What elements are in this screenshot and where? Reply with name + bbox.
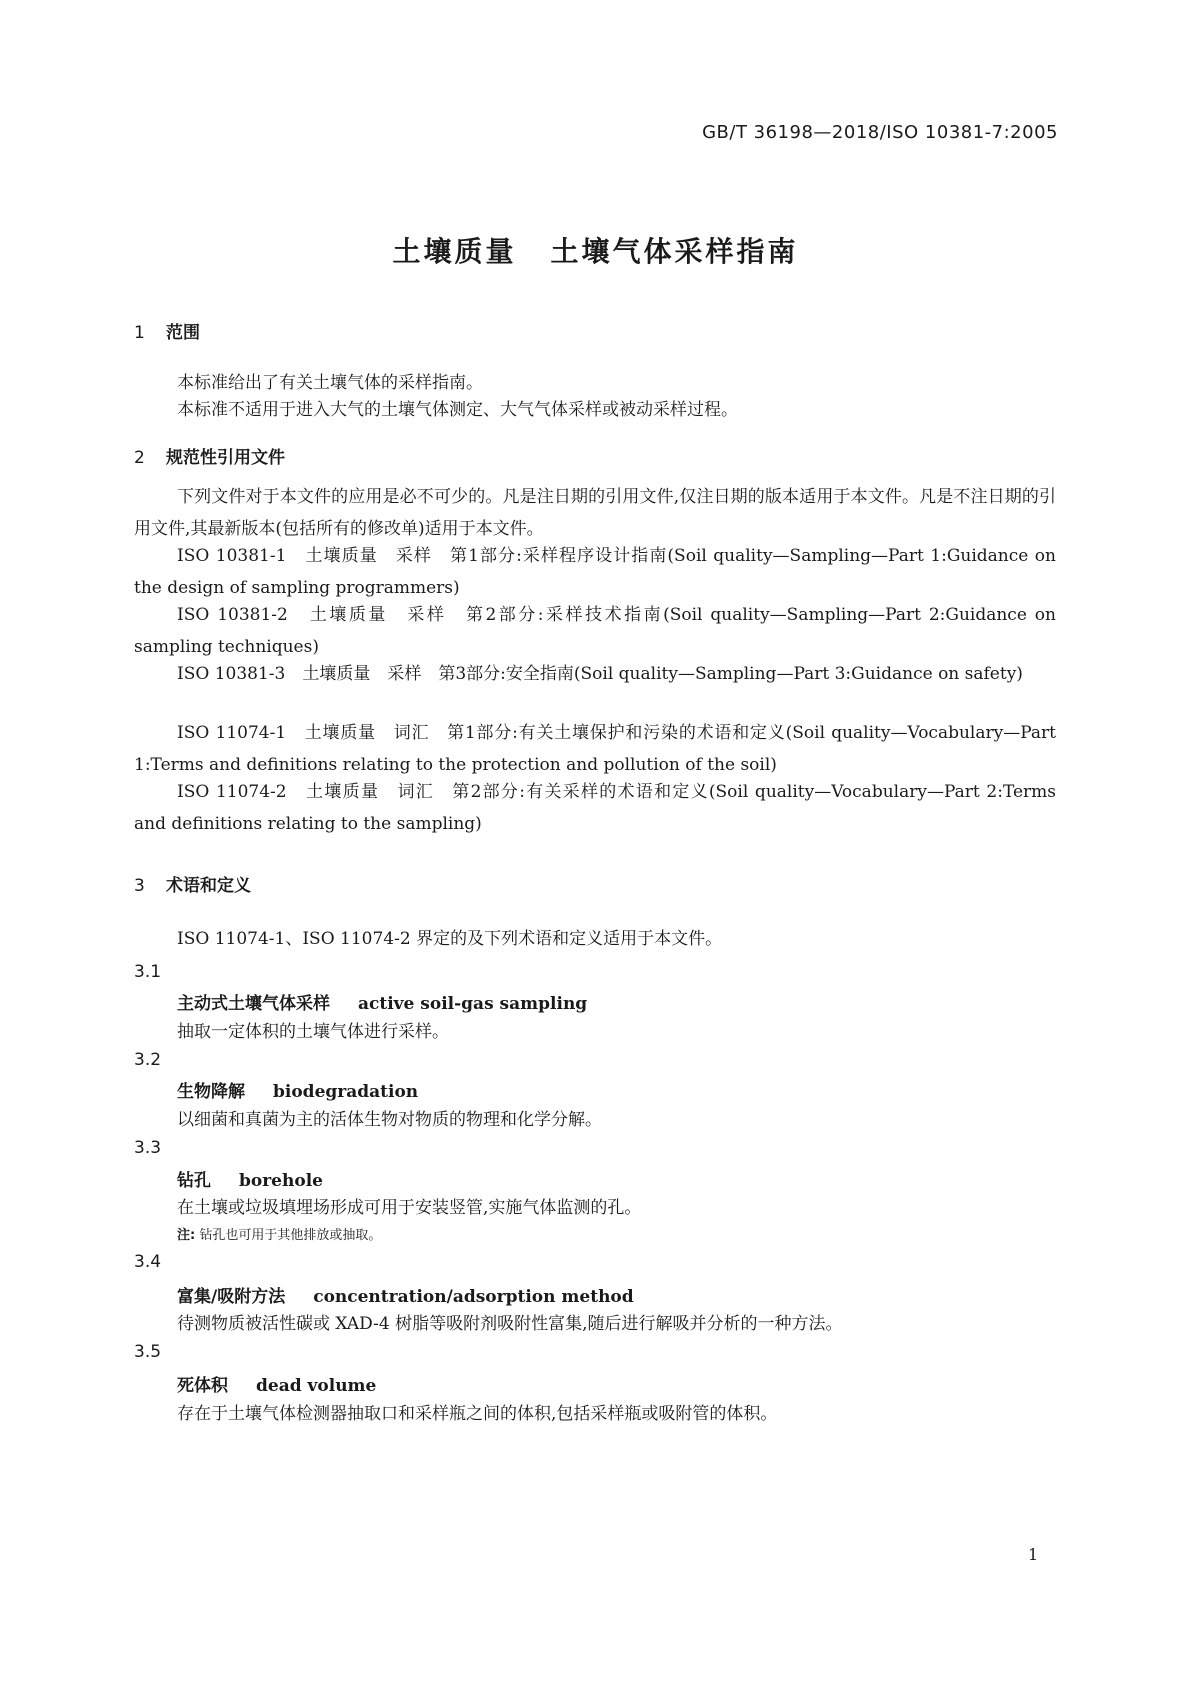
title-part-2: 土壤气体采样指南	[550, 235, 799, 268]
reference-item: ISO 11074-1 土壤质量 词汇 第1部分:有关土壤保护和污染的术语和定义(Soil quality—Vocabulary—Part 1:Terms and definitions relating to the protection and pollution of the soil)	[134, 723, 1056, 775]
section-heading-scope: 1 范围	[134, 323, 200, 343]
terms-intro: ISO 11074-1、ISO 11074-2 界定的及下列术语和定义适用于本文件。	[177, 929, 723, 949]
term-definition: 待测物质被活性碳或 XAD-4 树脂等吸附剂吸附性富集,随后进行解吸并分析的一种方法。	[177, 1314, 843, 1334]
scope-paragraph-2: 本标准不适用于进入大气的土壤气体测定、大气气体采样或被动采样过程。	[177, 400, 738, 420]
term-definition: 在土壤或垃圾填埋场形成可用于安装竖管,实施气体监测的孔。	[177, 1198, 642, 1218]
term-entry: 钻孔 borehole	[177, 1171, 323, 1191]
scope-paragraph-1: 本标准给出了有关土壤气体的采样指南。	[177, 373, 483, 393]
term-number: 3.1	[134, 962, 162, 982]
section-heading-terms-definitions: 3 术语和定义	[134, 876, 251, 896]
term-number: 3.4	[134, 1252, 162, 1272]
term-entry: 死体积 dead volume	[177, 1376, 377, 1396]
term-definition: 存在于土壤气体检测器抽取口和采样瓶之间的体积,包括采样瓶或吸附管的体积。	[177, 1404, 778, 1424]
reference-item: ISO 10381-3 土壤质量 采样 第3部分:安全指南(Soil quality—Sampling—Part 3:Guidance on safety)	[177, 664, 1023, 684]
term-number: 3.3	[134, 1138, 162, 1158]
term-entry: 富集/吸附方法 concentration/adsorption method	[177, 1287, 634, 1307]
term-entry: 生物降解 biodegradation	[177, 1082, 419, 1102]
term-number: 3.5	[134, 1342, 162, 1362]
standard-code: GB/T 36198—2018/ISO 10381-7:2005	[702, 122, 1058, 143]
reference-item: ISO 11074-2 土壤质量 词汇 第2部分:有关采样的术语和定义(Soil quality—Vocabulary—Part 2:Terms and definitions relating to the sampling)	[134, 782, 1056, 834]
title-part-1: 土壤质量	[392, 235, 517, 268]
document-title	[0, 230, 1191, 270]
term-note: 注: 钻孔也可用于其他排放或抽取。	[177, 1228, 382, 1243]
section-heading-normative-references: 2 规范性引用文件	[134, 448, 285, 468]
reference-item: ISO 10381-1 土壤质量 采样 第1部分:采样程序设计指南(Soil quality—Sampling—Part 1:Guidance on the design of sampling programmers)	[134, 546, 1056, 598]
page-number: 1	[1028, 1545, 1039, 1564]
term-number: 3.2	[134, 1050, 162, 1070]
references-intro: 下列文件对于本文件的应用是必不可少的。凡是注日期的引用文件,仅注日期的版本适用于本文件。凡是不注日期的引用文件,其最新版本(包括所有的修改单)适用于本文件。	[134, 487, 1056, 539]
term-entry: 主动式土壤气体采样 active soil-gas sampling	[177, 994, 588, 1014]
term-definition: 以细菌和真菌为主的活体生物对物质的物理和化学分解。	[177, 1110, 602, 1130]
term-definition: 抽取一定体积的土壤气体进行采样。	[177, 1022, 449, 1042]
reference-item: ISO 10381-2 土壤质量 采样 第2部分:采样技术指南(Soil quality—Sampling—Part 2:Guidance on sampling techniques)	[134, 605, 1056, 657]
